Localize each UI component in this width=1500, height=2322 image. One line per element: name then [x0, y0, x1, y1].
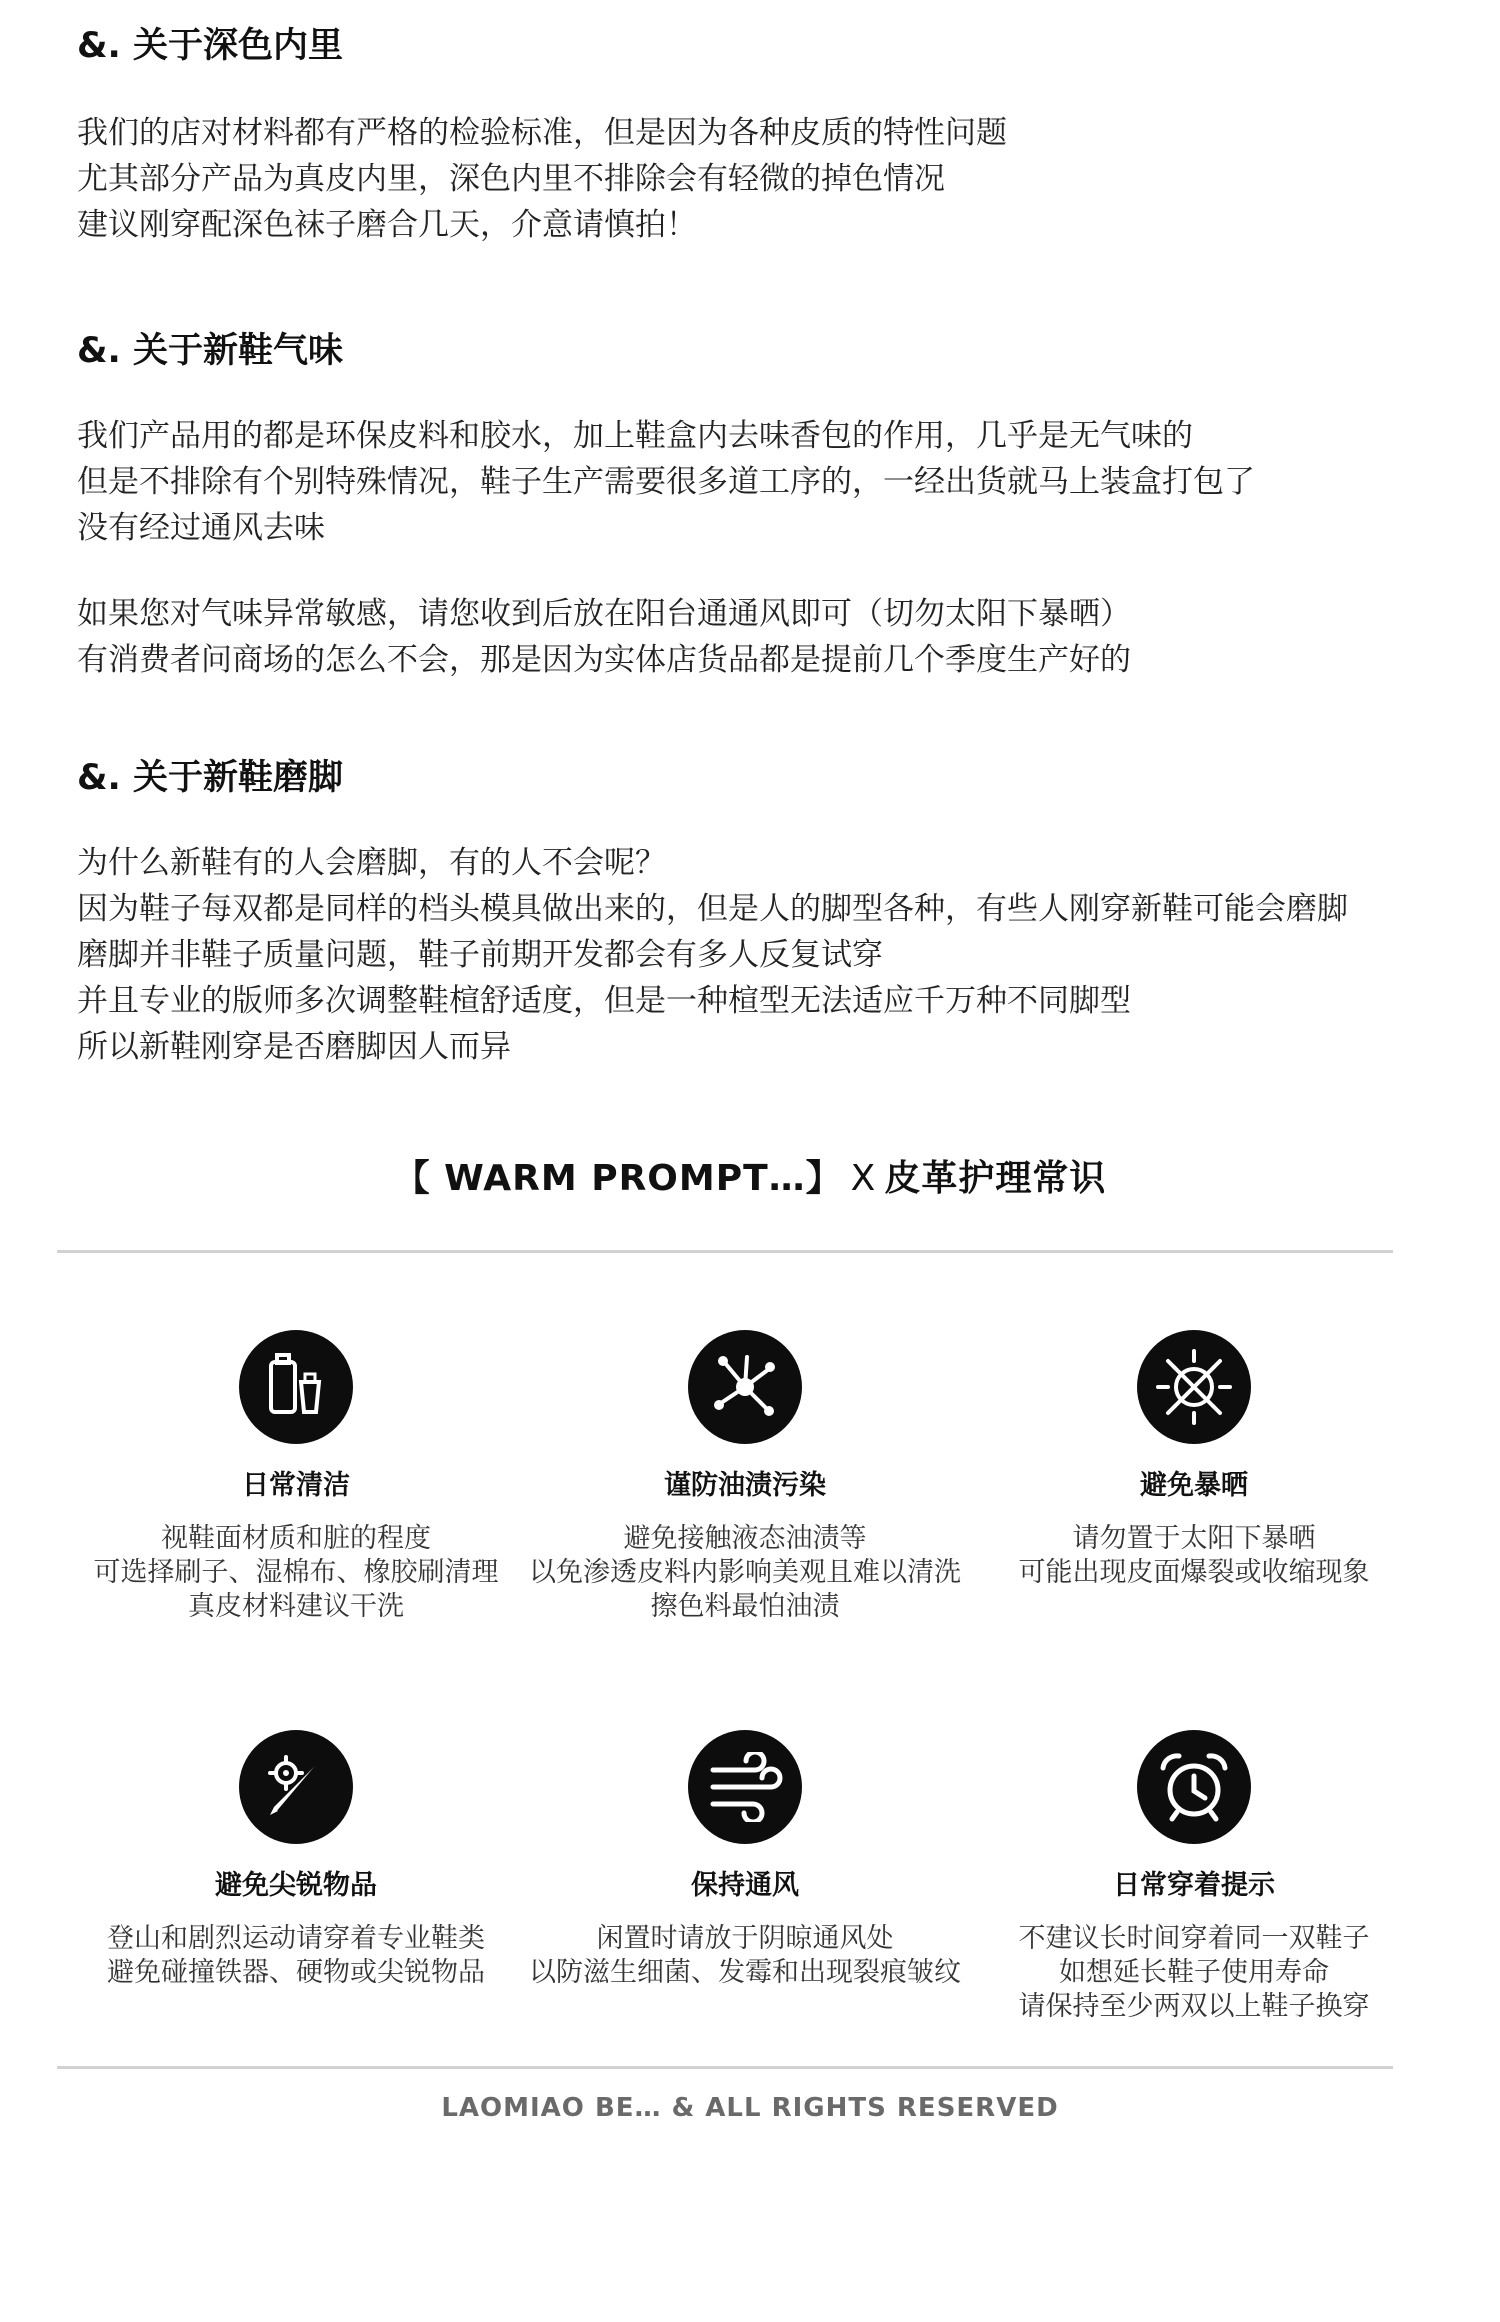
tip-avoid-sun [964, 1330, 1424, 1590]
no-sun-icon [1137, 1330, 1251, 1444]
tip-line: 以免渗透皮料内影响美观且难以清洗 [529, 1557, 961, 1588]
tip-title: 保持通风 [691, 1870, 799, 1901]
tip-title: 日常清洁 [242, 1470, 350, 1501]
body-line: 并且专业的版师多次调整鞋楦舒适度，但是一种楦型无法适应千万种不同脚型 [77, 983, 1131, 1019]
section-title: &. 关于新鞋磨脚 [77, 758, 344, 798]
tip-body [964, 1922, 1424, 2024]
tip-title: 日常穿着提示 [1113, 1870, 1275, 1901]
tip-line: 避免接触液态油渍等 [623, 1523, 867, 1554]
tip-line: 可能出现皮面爆裂或收缩现象 [1018, 1557, 1370, 1588]
tip-line: 可选择刷子、湿棉布、橡胶刷清理 [93, 1557, 499, 1588]
tip-title: 避免暴晒 [1140, 1470, 1248, 1501]
body-line: 有消费者问商场的怎么不会，那是因为实体店货品都是提前几个季度生产好的 [77, 642, 1131, 678]
wind-icon [688, 1730, 802, 1844]
body-line: 没有经过通风去味 [77, 510, 325, 546]
tip-line: 如想延长鞋子使用寿命 [1059, 1957, 1329, 1988]
tip-body [964, 1522, 1424, 1590]
body-line: 尤其部分产品为真皮内里，深色内里不排除会有轻微的掉色情况 [77, 161, 945, 197]
body-line: 所以新鞋刚穿是否磨脚因人而异 [77, 1029, 511, 1065]
tip-body [66, 1922, 526, 1990]
tip-line: 真皮材料建议干洗 [188, 1591, 404, 1622]
body-line: 如果您对气味异常敏感，请您收到后放在阳台通通风即可（切勿太阳下暴晒） [77, 596, 1131, 632]
section-title: &. 关于深色内里 [77, 26, 344, 66]
section-new-shoe-rubbing [77, 754, 1437, 1070]
tip-line: 擦色料最怕油渍 [650, 1591, 840, 1622]
section-new-shoe-odor [77, 327, 1437, 683]
body-line: 因为鞋子每双都是同样的档头模具做出来的，但是人的脚型各种，有些人刚穿新鞋可能会磨脚 [77, 891, 1348, 927]
divider-top [57, 1250, 1393, 1253]
footer-copyright: LAOMIAO BE… & ALL RIGHTS RESERVED [441, 2093, 1059, 2123]
section-dark-lining [77, 22, 1437, 248]
tip-avoid-sharp [66, 1730, 526, 1990]
section-body [77, 413, 1437, 551]
tip-line: 不建议长时间穿着同一双鞋子 [1018, 1923, 1370, 1954]
section-title: &. 关于新鞋气味 [77, 331, 344, 371]
warm-prompt-banner [0, 1150, 1500, 1201]
sharp-tools-icon [239, 1730, 353, 1844]
tip-line: 请勿置于太阳下暴晒 [1072, 1523, 1316, 1554]
tip-body [515, 1522, 975, 1624]
body-line: 我们产品用的都是环保皮料和胶水，加上鞋盒内去味香包的作用，几乎是无气味的 [77, 418, 1193, 454]
body-line: 我们的店对材料都有严格的检验标准，但是因为各种皮质的特性问题 [77, 115, 1007, 151]
body-line: 磨脚并非鞋子质量问题，鞋子前期开发都会有多人反复试穿 [77, 937, 883, 973]
bottles-icon [239, 1330, 353, 1444]
body-line: 为什么新鞋有的人会磨脚，有的人不会呢？ [77, 845, 666, 881]
body-line: 但是不排除有个别特殊情况，鞋子生产需要很多道工序的，一经出货就马上装盒打包了 [77, 464, 1255, 500]
tip-daily-wear [964, 1730, 1424, 2024]
tip-line: 以防滋生细菌、发霉和出现裂痕皱纹 [529, 1957, 961, 1988]
tip-line: 请保持至少两双以上鞋子换穿 [1018, 1991, 1370, 2022]
tip-title: 谨防油渍污染 [664, 1470, 826, 1501]
section-body-2 [77, 591, 1437, 683]
tip-daily-cleaning [66, 1330, 526, 1624]
body-line: 建议刚穿配深色袜子磨合几天，介意请慎拍！ [77, 207, 697, 243]
tip-ventilation [515, 1730, 975, 1990]
tip-oil-stain [515, 1330, 975, 1624]
oil-splash-icon [688, 1330, 802, 1444]
tip-line: 闲置时请放于阴晾通风处 [596, 1923, 894, 1954]
banner-left: 【 WARM PROMPT…】 [393, 1158, 843, 1199]
banner-x: X [850, 1158, 877, 1199]
banner-right: 皮革护理常识 [884, 1158, 1107, 1199]
tip-line: 避免碰撞铁器、硬物或尖锐物品 [107, 1957, 485, 1988]
section-body [77, 840, 1437, 1070]
tip-title: 避免尖锐物品 [215, 1870, 377, 1901]
tip-body [515, 1922, 975, 1990]
tip-line: 视鞋面材质和脏的程度 [161, 1523, 431, 1554]
tip-line: 登山和剧烈运动请穿着专业鞋类 [107, 1923, 485, 1954]
alarm-clock-icon [1137, 1730, 1251, 1844]
divider-bottom [57, 2066, 1393, 2069]
section-body [77, 110, 1437, 248]
tip-body [66, 1522, 526, 1624]
